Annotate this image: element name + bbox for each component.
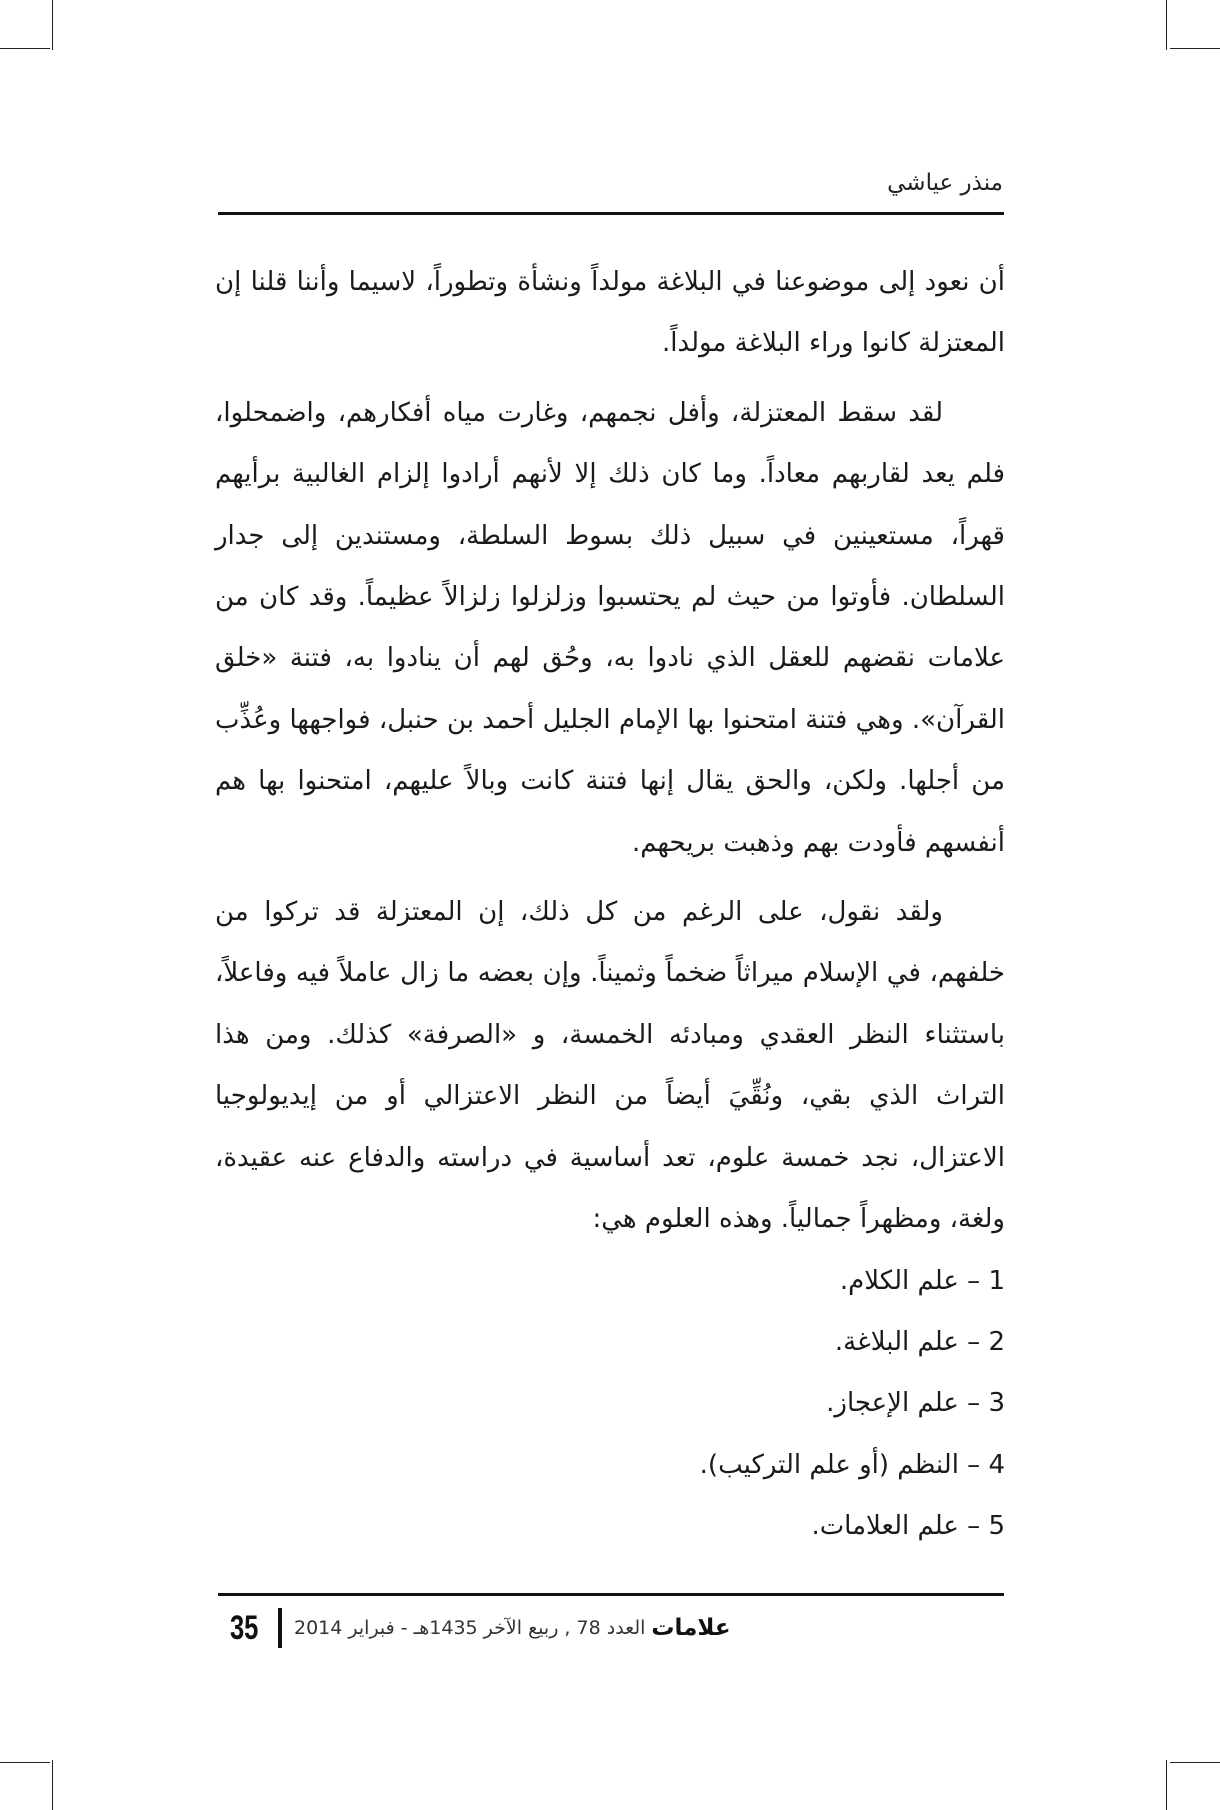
- paragraph: ولقد نقول، على الرغم من كل ذلك، إن المعتزلة قد تركوا من خلفهم، في الإسلام ميراثاً ضخماً وثميناً. وإن بعضه ما زال عاملاً فيه وفاعلاً، باستثناء النظر العقدي ومبادئه الخمسة، و «الصرفة» كذلك. ومن هذا التراث الذي بقي، ونُقِّيَ أيضاً من النظر الاعتزالي أو من إيديولوجيا الاعتزال، نجد خمسة علوم، تعد أساسية في دراسته والدفاع عنه عقيدة، ولغة، ومظهراً جمالياً. وهذه العلوم هي:: [215, 897, 1005, 1235]
- list-item: 5 – علم العلامات.: [811, 1511, 1005, 1542]
- running-head: منذر عياشي: [887, 170, 1003, 196]
- crop-mark: [52, 0, 53, 50]
- body-text: [215, 252, 1005, 1558]
- page-number: 35: [230, 1608, 259, 1647]
- list-item: 1 – علم الكلام.: [839, 1265, 1005, 1296]
- issue-info: العدد 78 , ربيع الآخر 1435هـ - فبراير 2014: [294, 1617, 646, 1639]
- footer: [230, 1598, 1020, 1658]
- science-list: [215, 1251, 1005, 1558]
- crop-mark: [0, 48, 50, 49]
- crop-mark: [1170, 1762, 1220, 1763]
- crop-mark: [1166, 1760, 1167, 1810]
- paragraph: لقد سقط المعتزلة، وأفل نجمهم، وغارت مياه أفكارهم، واضمحلوا، فلم يعد لقاربهم معاداً. وما كان ذلك إلا لأنهم أرادوا إلزام الغالبية برأيهم قهراً، مستعينين في سبيل ذلك بسوط السلطة، ومستندين إلى جدار السلطان. فأوتوا من حيث لم يحتسبوا وزلزلوا زلزالاً عظيماً. وقد كان من علامات نقضهم للعقل الذي نادوا به، وحُق لهم أن ينادوا به، فتنة «خلق القرآن». وهي فتنة امتحنوا بها الإمام الجليل أحمد بن حنبل، فواجهها وعُذِّب من أجلها. ولكن، والحق يقال إنها فتنة كانت وبالاً عليهم، امتحنوا بها هم أنفسهم فأودت بهم وذهبت بريحهم.: [215, 397, 1005, 858]
- paragraph: أن نعود إلى موضوعنا في البلاغة مولداً ونشأة وتطوراً، لاسيما وأننا قلنا إن المعتزلة كانوا وراء البلاغة مولداً.: [215, 267, 1005, 359]
- list-item: 4 – النظم (أو علم التركيب).: [699, 1449, 1005, 1480]
- footer-separator: [278, 1608, 282, 1648]
- crop-mark: [52, 1760, 53, 1810]
- crop-mark: [1170, 48, 1220, 49]
- list-item: 2 – علم البلاغة.: [834, 1326, 1005, 1357]
- footer-rule: [218, 1593, 1004, 1596]
- crop-mark: [1166, 0, 1167, 50]
- header-rule: [218, 212, 1004, 215]
- list-item: 3 – علم الإعجاز.: [826, 1388, 1005, 1419]
- crop-mark: [0, 1762, 50, 1763]
- journal-name: علامات: [651, 1615, 731, 1641]
